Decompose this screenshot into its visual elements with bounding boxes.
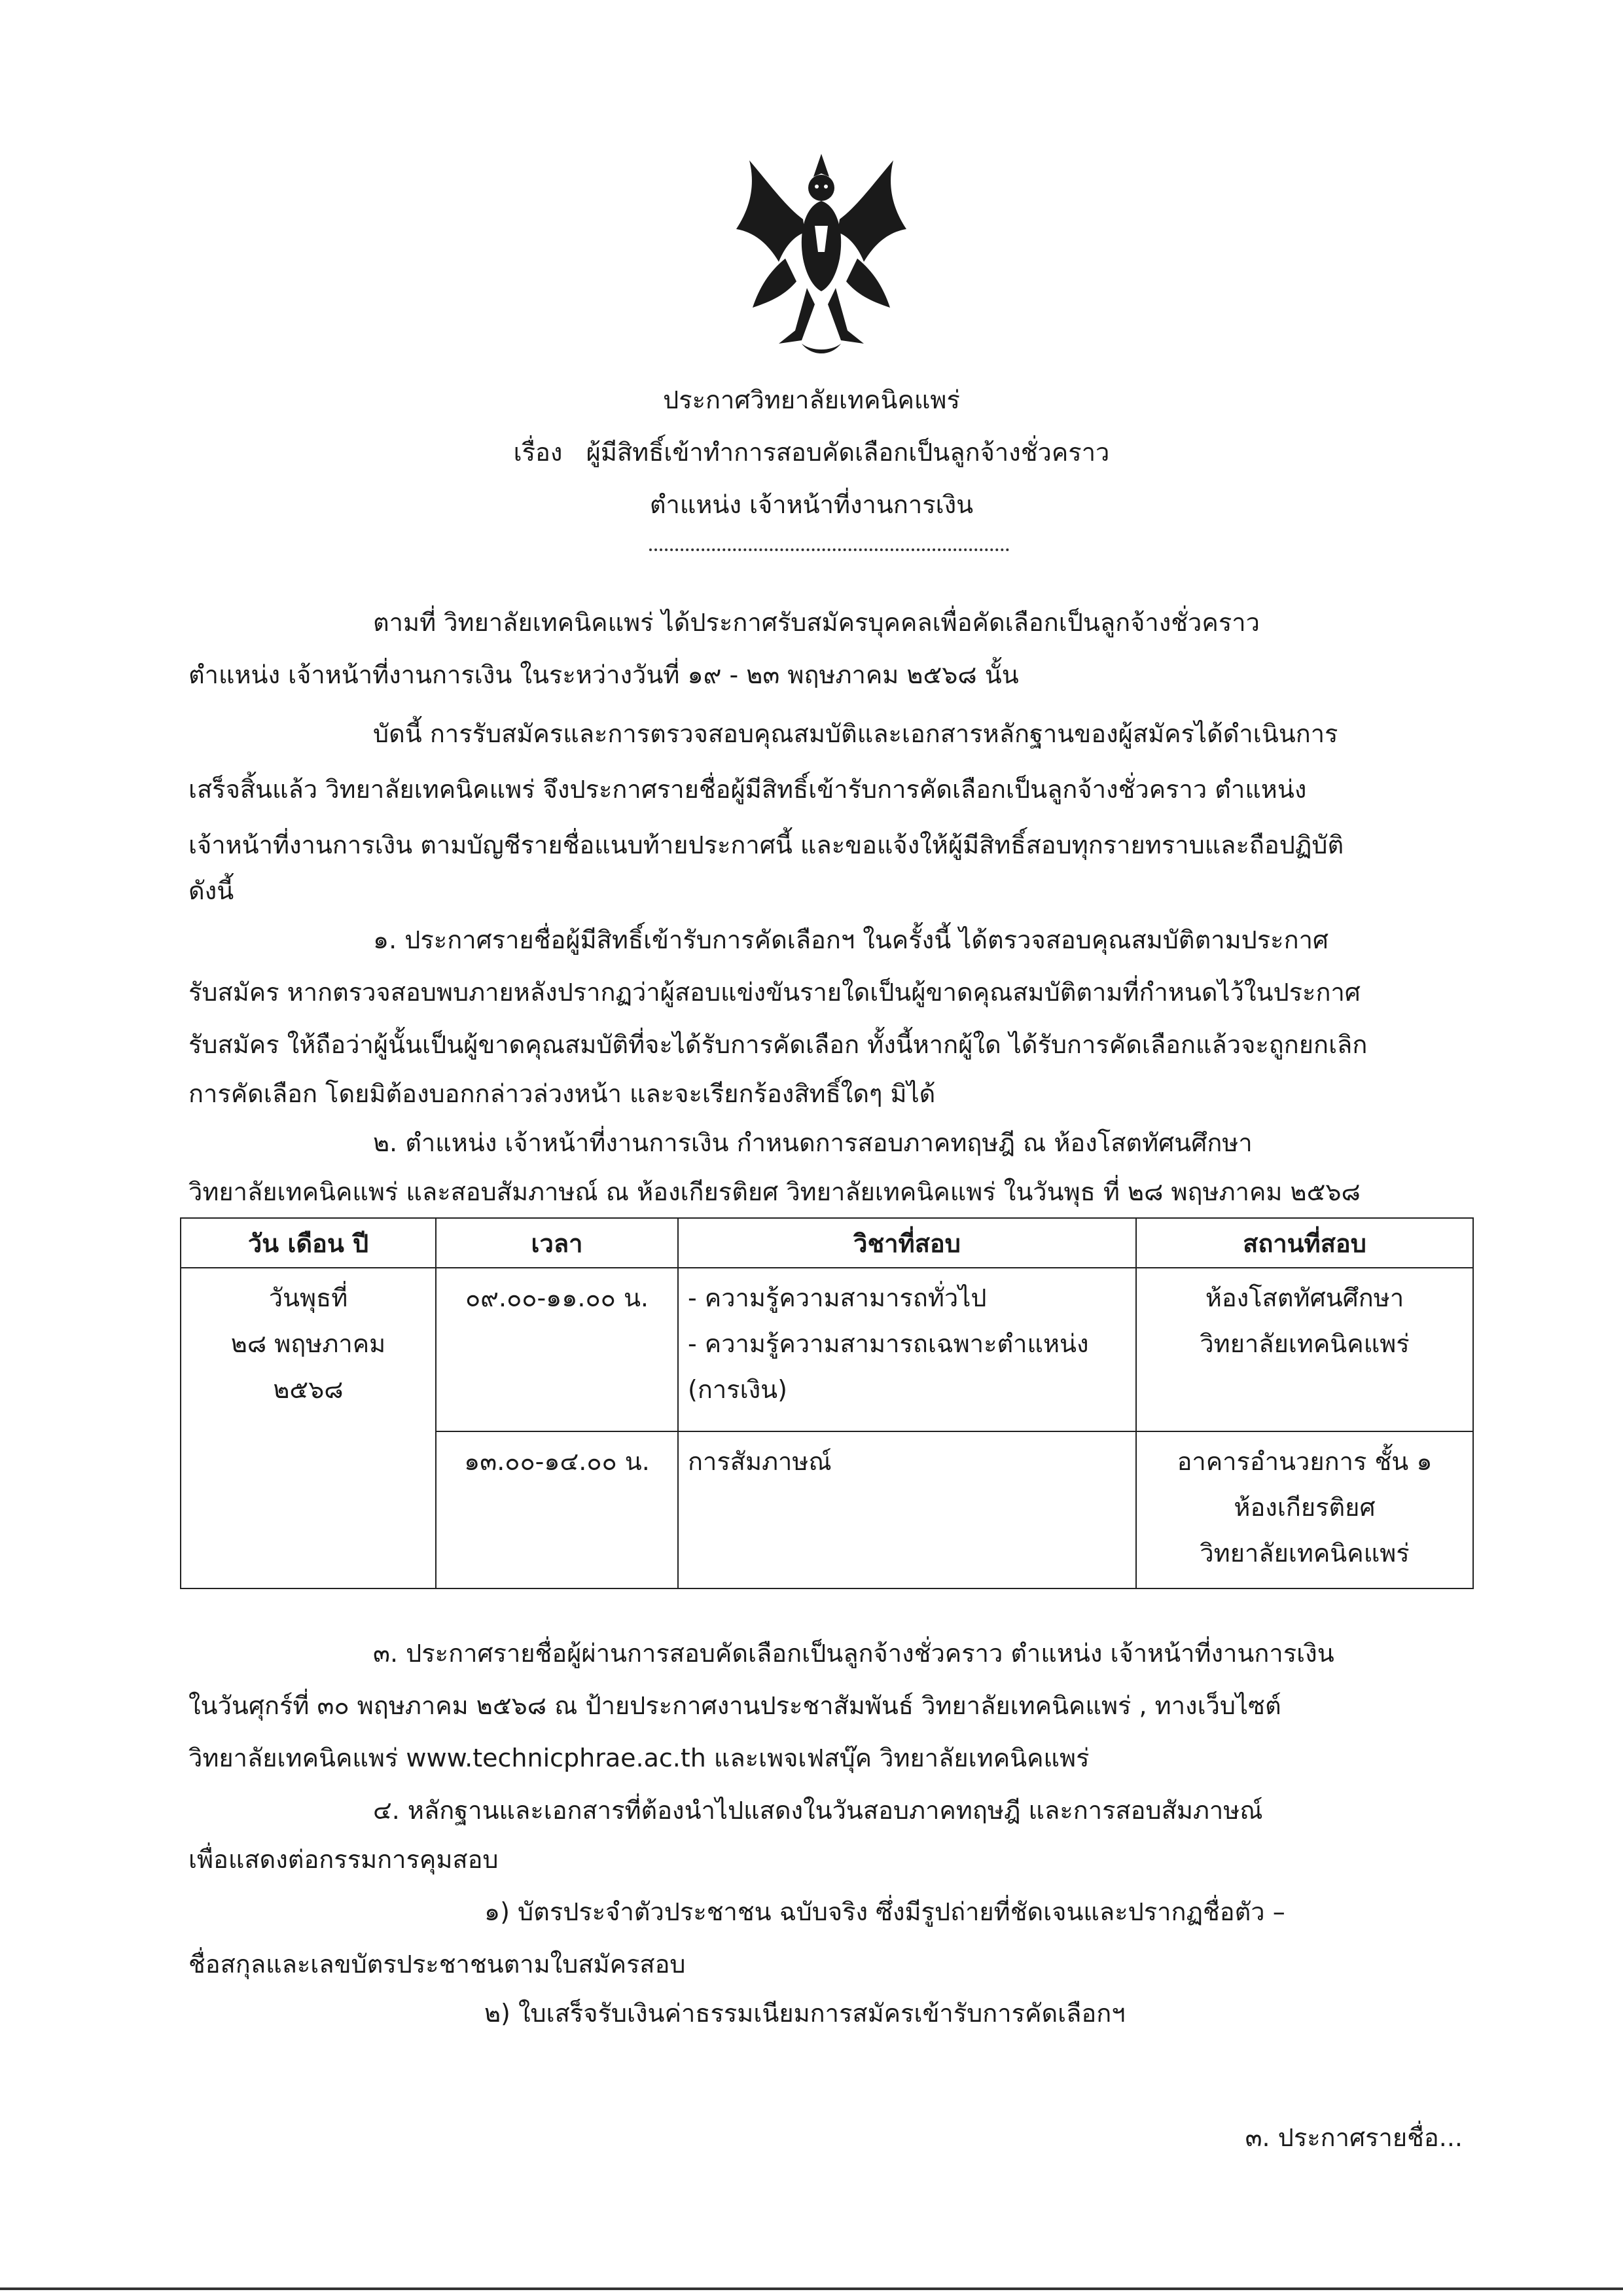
- item-1-line-2: รับสมัคร หากตรวจสอบพบภายหลังปรากฏว่าผู้สอบแข่งขันรายใดเป็นผู้ขาดคุณสมบัติตามที่กำหนดไว้ในประกาศ: [188, 978, 1361, 1007]
- announcement-title: ประกาศวิทยาลัยเทคนิคแพร่: [663, 386, 960, 414]
- header-time: เวลา: [436, 1218, 678, 1268]
- time-cell: ๑๓.๐๐-๑๔.๐๐ น.: [436, 1431, 678, 1588]
- item-4-line-2: เพื่อแสดงต่อกรรมการคุมสอบ: [188, 1845, 499, 1874]
- place-line: วิทยาลัยเทคนิคแพร่: [1200, 1329, 1410, 1358]
- place-line: ห้องเกียรติยศ: [1234, 1493, 1376, 1522]
- position-line: ตำแหน่ง เจ้าหน้าที่งานการเงิน: [649, 490, 974, 519]
- item-3-line-1: ๓. ประกาศรายชื่อผู้ผ่านการสอบคัดเลือกเป็นลูกจ้างชั่วคราว ตำแหน่ง เจ้าหน้าที่งานการเงิน: [373, 1639, 1334, 1668]
- table-row: [181, 1268, 1473, 1431]
- place-line: อาคารอำนวยการ ชั้น ๑: [1177, 1447, 1433, 1476]
- place-line: วิทยาลัยเทคนิคแพร่: [1200, 1539, 1410, 1568]
- subject-line: - ความรู้ความสามารถเฉพาะตำแหน่ง: [688, 1329, 1089, 1358]
- subject-line: (การเงิน): [688, 1375, 787, 1404]
- paragraph-2-line-3: เจ้าหน้าที่งานการเงิน ตามบัญชีรายชื่อแนบท้ายประกาศนี้ และขอแจ้งให้ผู้มีสิทธิ์สอบทุกรายทราบและถือปฏิบัติ: [188, 831, 1344, 859]
- subject-cell: [678, 1431, 1136, 1588]
- item-1-line-3: รับสมัคร ให้ถือว่าผู้นั้นเป็นผู้ขาดคุณสมบัติที่จะได้รับการคัดเลือก ทั้งนี้หากผู้ใด ได้รับการคัดเลือกแล้วจะถูกยกเลิก: [188, 1030, 1368, 1059]
- sub-item-1-line-1: ๑) บัตรประจำตัวประชาชน ฉบับจริง ซึ่งมีรูปถ่ายที่ชัดเจนและปรากฏชื่อตัว –: [484, 1897, 1285, 1926]
- date-line: วันพุธที่: [268, 1283, 348, 1312]
- paragraph-1-line-1: ตามที่ วิทยาลัยเทคนิคแพร่ ได้ประกาศรับสมัครบุคคลเพื่อคัดเลือกเป็นลูกจ้างชั่วคราว: [373, 608, 1260, 637]
- paragraph-2-line-4: ดังนี้: [188, 876, 234, 905]
- subject-line: การสัมภาษณ์: [688, 1447, 832, 1476]
- place-line: ห้องโสตทัศนศึกษา: [1205, 1283, 1404, 1312]
- item-4-line-1: ๔. หลักฐานและเอกสารที่ต้องนำไปแสดงในวันสอบภาคทฤษฎี และการสอบสัมภาษณ์: [373, 1796, 1263, 1825]
- paragraph-2-line-1: บัดนี้ การรับสมัครและการตรวจสอบคุณสมบัติและเอกสารหลักฐานของผู้สมัครได้ดำเนินการ: [373, 719, 1338, 748]
- scan-edge-line: [0, 2287, 1623, 2290]
- date-line: ๒๘ พฤษภาคม: [230, 1329, 386, 1358]
- paragraph-2-line-2: เสร็จสิ้นแล้ว วิทยาลัยเทคนิคแพร่ จึงประกาศรายชื่อผู้มีสิทธิ์เข้ารับการคัดเลือกเป็นลูกจ้างชั่วคราว ตำแหน่ง: [188, 775, 1307, 804]
- header-subject: วิชาที่สอบ: [678, 1218, 1136, 1268]
- table-header-row: [181, 1218, 1473, 1268]
- title-divider: [649, 548, 1009, 551]
- exam-schedule-table: [180, 1217, 1474, 1589]
- exam-date-cell: [181, 1268, 436, 1588]
- subject-text: ผู้มีสิทธิ์เข้าทำการสอบคัดเลือกเป็นลูกจ้างชั่วคราว: [586, 438, 1110, 467]
- date-line: ๒๕๖๘: [273, 1375, 344, 1404]
- subject-label: เรื่อง: [513, 438, 563, 467]
- item-1-line-4: การคัดเลือก โดยมิต้องบอกกล่าวล่วงหน้า และจะเรียกร้องสิทธิ์ใดๆ มิได้: [188, 1079, 936, 1108]
- header-date: วัน เดือน ปี: [181, 1218, 436, 1268]
- place-cell: [1136, 1431, 1473, 1588]
- sub-item-2-line-1: ๒) ใบเสร็จรับเงินค่าธรรมเนียมการสมัครเข้ารับการคัดเลือกฯ: [484, 1999, 1126, 2028]
- item-3-line-3: วิทยาลัยเทคนิคแพร่ www.technicphrae.ac.th และเพจเฟสบุ๊ค วิทยาลัยเทคนิคแพร่: [188, 1744, 1090, 1772]
- item-2-line-1: ๒. ตำแหน่ง เจ้าหน้าที่งานการเงิน กำหนดการสอบภาคทฤษฎี ณ ห้องโสตทัศนศึกษา: [373, 1128, 1253, 1157]
- item-1-line-1: ๑. ประกาศรายชื่อผู้มีสิทธิ์เข้ารับการคัดเลือกฯ ในครั้งนี้ ได้ตรวจสอบคุณสมบัติตามประกาศ: [373, 925, 1329, 954]
- subject-cell: [678, 1268, 1136, 1431]
- header-place: สถานที่สอบ: [1136, 1218, 1473, 1268]
- place-cell: [1136, 1268, 1473, 1431]
- time-cell: ๐๙.๐๐-๑๑.๐๐ น.: [436, 1268, 678, 1431]
- garuda-emblem-icon: [723, 147, 919, 363]
- subject-line: [0, 432, 1623, 472]
- item-2-line-2: วิทยาลัยเทคนิคแพร่ และสอบสัมภาษณ์ ณ ห้องเกียรติยศ วิทยาลัยเทคนิคแพร่ ในวันพุธ ที่ ๒๘ พฤษภาคม ๒๕๖๘: [188, 1177, 1361, 1206]
- continuation-text: ๓. ประกาศรายชื่อ...: [1245, 2123, 1463, 2152]
- item-3-line-2: ในวันศุกร์ที่ ๓๐ พฤษภาคม ๒๕๖๘ ณ ป้ายประกาศงานประชาสัมพันธ์ วิทยาลัยเทคนิคแพร่ , ทางเว็บไซต์: [188, 1691, 1281, 1720]
- subject-line: - ความรู้ความสามารถทั่วไป: [688, 1283, 987, 1312]
- sub-item-1-line-2: ชื่อสกุลและเลขบัตรประชาชนตามใบสมัครสอบ: [188, 1950, 686, 1979]
- paragraph-1-line-2: ตำแหน่ง เจ้าหน้าที่งานการเงิน ในระหว่างวันที่ ๑๙ - ๒๓ พฤษภาคม ๒๕๖๘ นั้น: [188, 660, 1019, 689]
